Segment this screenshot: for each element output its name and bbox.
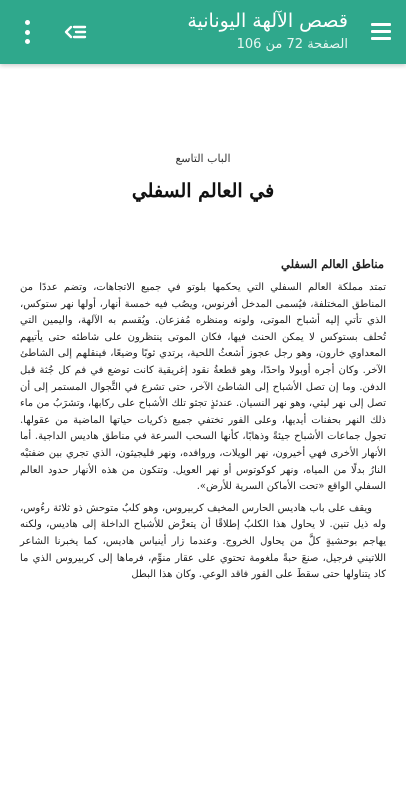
chapter-label: الباب التاسع (175, 152, 231, 165)
app-bar (0, 0, 406, 64)
table-of-contents-icon[interactable] (62, 20, 88, 44)
page-indicator: الصفحة 72 من 106 (236, 37, 348, 52)
chapter-body (20, 280, 386, 584)
more-vert-icon[interactable] (22, 20, 32, 44)
book-title: قصص الآلهة اليونانية (187, 10, 348, 32)
paragraph: ويقف على باب هاديس الحارس المخيف كربيروس، وهو كلبٌ متوحش ذو ثلاثة رءُوس، وله ذيل تنين. لا يحاول هذا الكلبُ إطلاقًا أن يتعرَّض للأشباح الداخلة إلى هاديس، ولكنه يهاجم بوحشيةٍ كلَّ من يحاول الخروج. وعندما زار أينياس هاديس، كما يخبرنا الشاعر اللاتيني فرجيل، صنعَ حبةً ملغومة تحتوي على عقار منوِّم، فرماها إلى كربيروس الذي ما كاد يتناولها حتى سقطَ على الفور فاقد الوعي. وكان هذا البطل (20, 502, 386, 581)
paragraph: تمتد مملكة العالم السفلي التي يحكمها بلوتو في جميع الاتجاهات، وتضم عددًا من المناطق المختلفة، فيُسمى المدخل أفرنوس، ويصُب فيه خمسة أنهار، أولها نهر ستوكس، الذي تأتي إليه أشباح الموتى، ولونه ومنظره مُفزعان. ويُقسم به الآلهة، واليمين التي تُحلف بستوكس لا يمكن الحنث فيها، فكان الموتى ينتظرون على شاطئه حتى يأتيهم المعداوي خارون، وهو رجل عجوز أشعثُ اللحية، يرتدي ثوبًا وضيعًا، فينقلهم إلى الشاطئ الآخر. وكان أجره أوبولا واحدًا، وهو قطعةُ نقود إغريقية كانت توضع في فم كل جُثة قبل الدفن. وما إن تصل الأشباح إلى الشاطئ الآخر، حتى تشرع في التَّجوال المستمر إلى أن تصل إلى نهر ليثي، وهو نهر النسيان. عندئذٍ تجثو تلك الأشباح على ركابها، وتشرَبُ من ماء ذلك النهر بحفنات أيديها، وعلى الفور تختفي جميع ذكريات حياتها الماضية من عقولها. تجول جماعات الأشباح جيئةً وذهابًا، كأنها السحب السرعة في مناطق هاديس الداجية. أما الأنهار الأخرى فهي أخيرون، نهر الويلات، وروافده، ونهر فليجيثون، الذي تجري بين ضفتيْه النارُ بدلًا من المياه، ونهر كوكوتوس أو نهر العويل. وتتكون من هذه الأنهار حدود العالم السفلي الواقع «تحت الأماكن السرية للأرض». (20, 282, 386, 493)
chapter-title: في العالم السفلي (131, 180, 275, 202)
section-title: مناطق العالم السفلي (281, 257, 384, 271)
menu-icon[interactable] (364, 14, 398, 48)
